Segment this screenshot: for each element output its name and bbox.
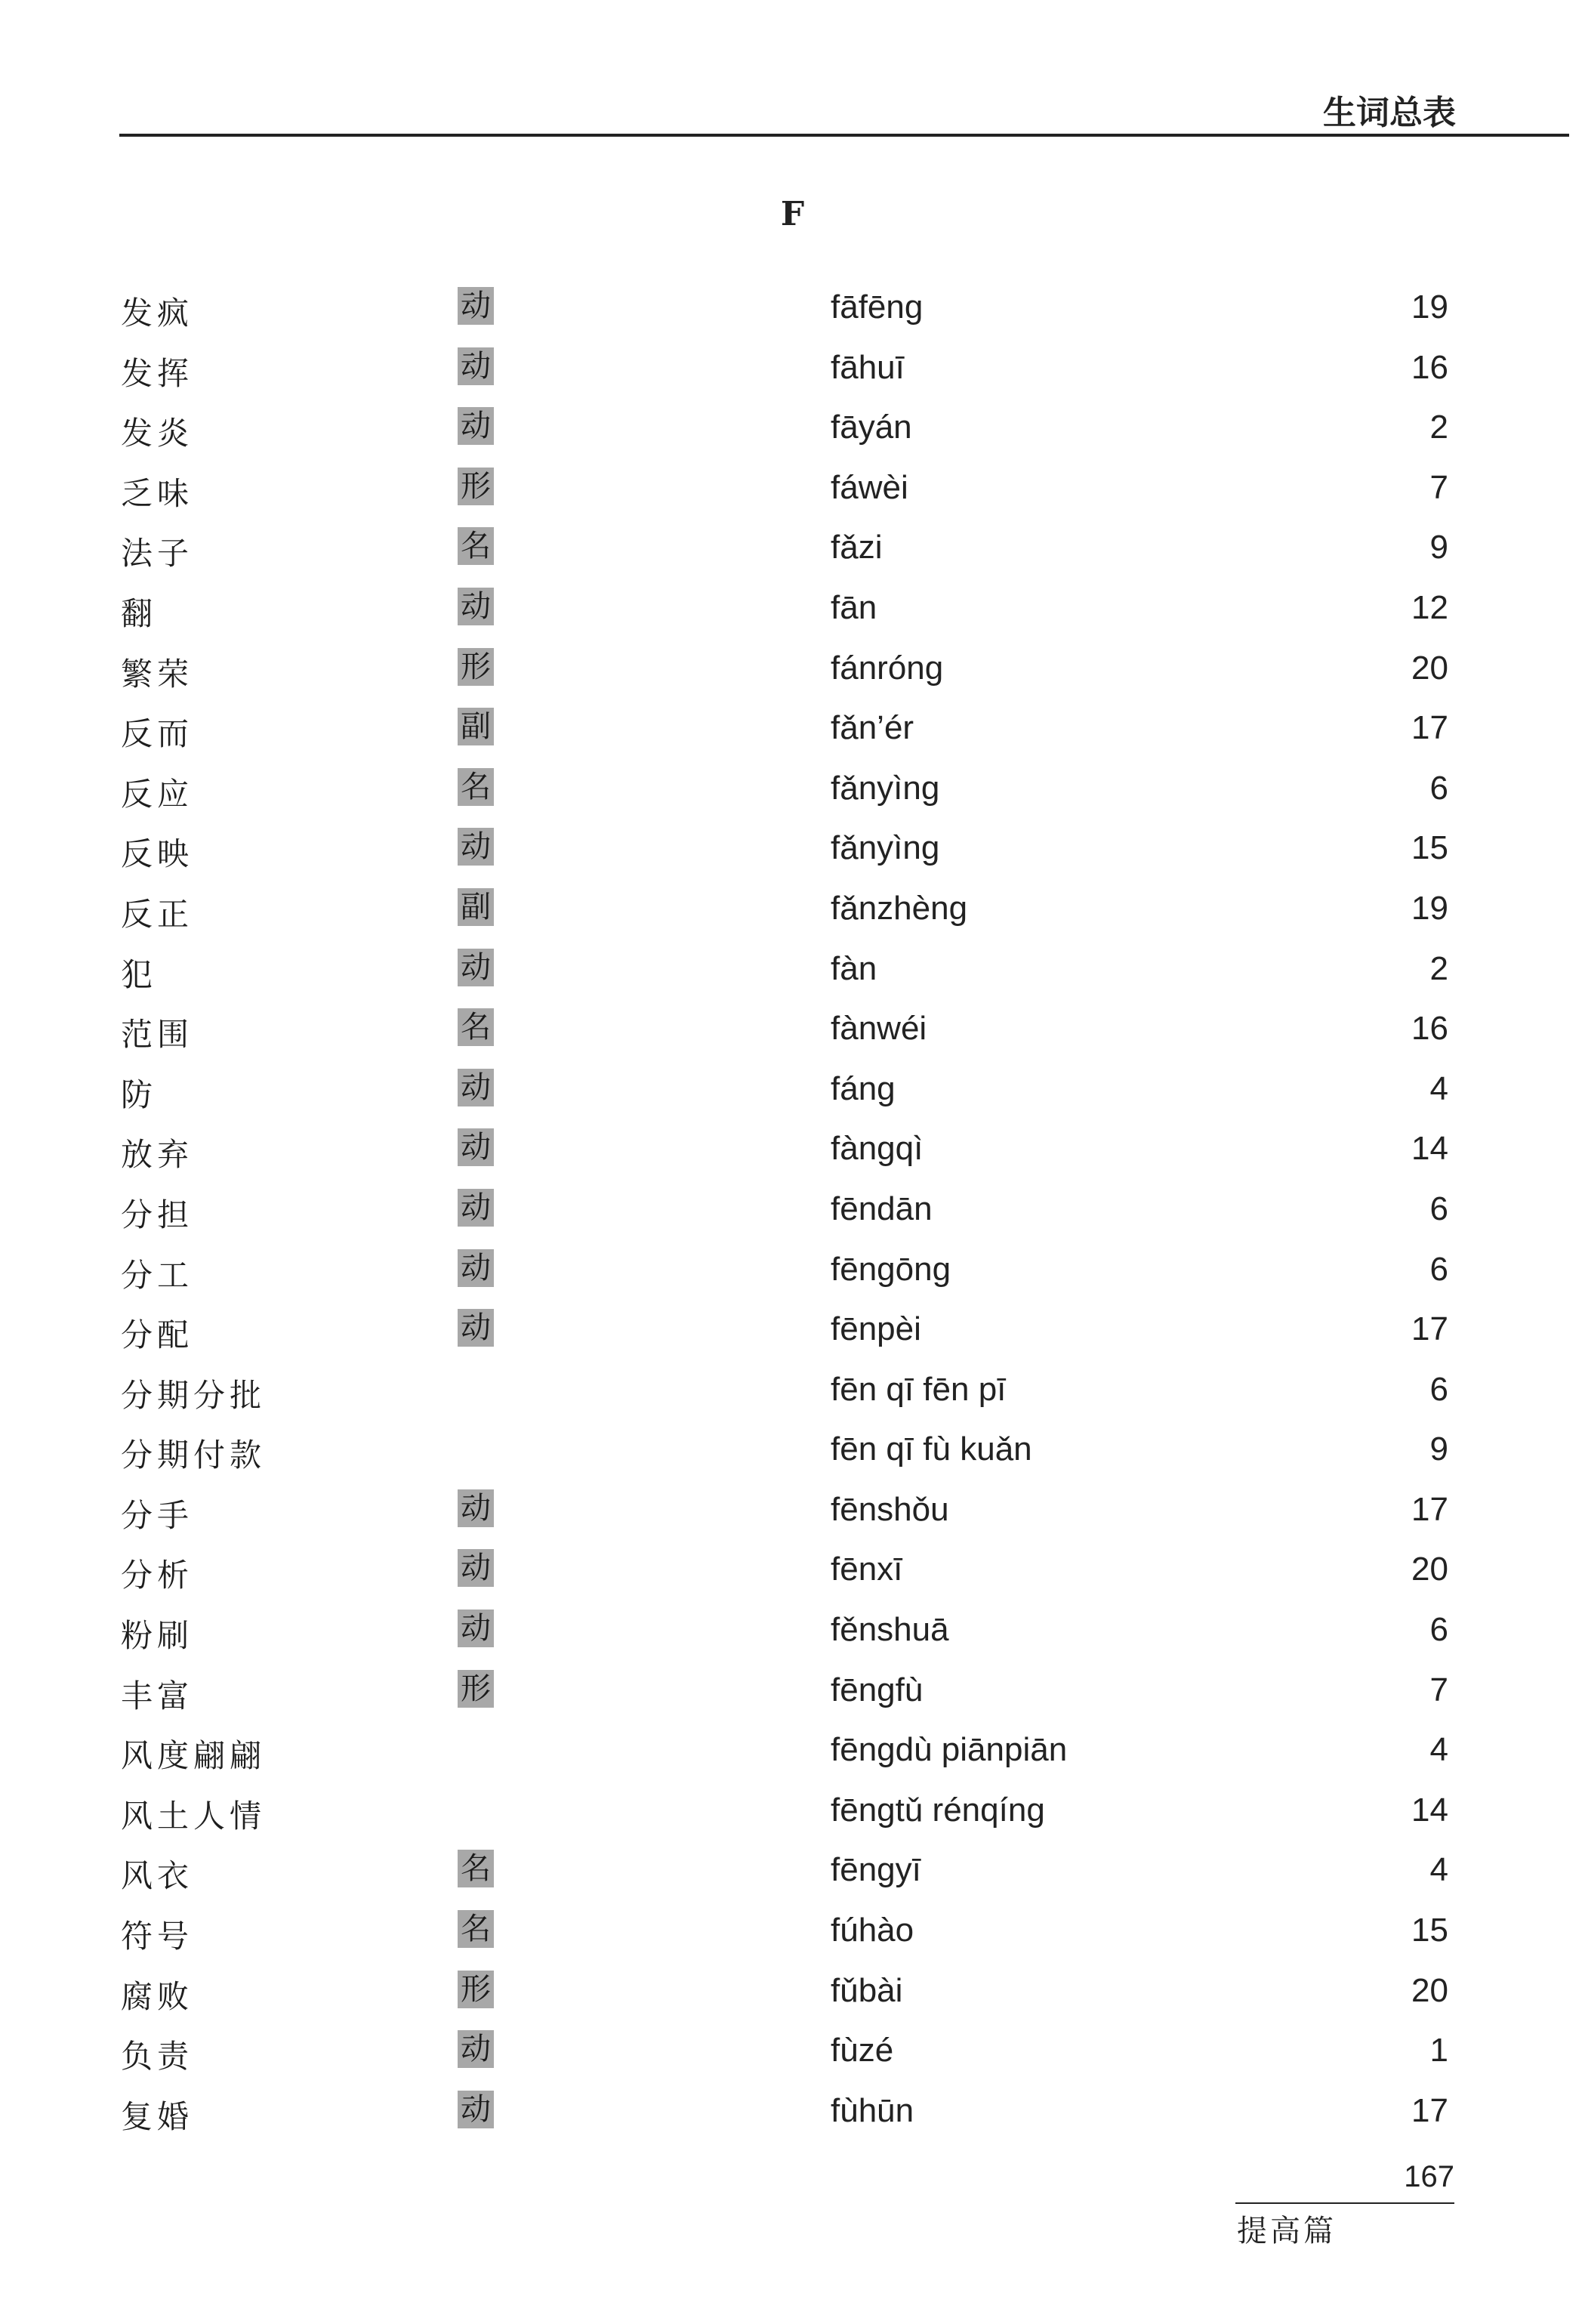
vocab-hanzi: 犯 bbox=[121, 955, 158, 993]
part-of-speech-badge: 动 bbox=[458, 588, 494, 625]
vocab-hanzi: 反而 bbox=[121, 715, 194, 753]
vocab-pinyin: fàn bbox=[831, 949, 877, 987]
vocab-hanzi: 繁荣 bbox=[121, 655, 194, 693]
vocab-lesson-number: 7 bbox=[1429, 468, 1448, 506]
vocab-hanzi: 复婚 bbox=[121, 2097, 194, 2135]
part-of-speech-badge: 动 bbox=[458, 287, 494, 325]
vocab-pinyin: fēnshǒu bbox=[831, 1490, 949, 1528]
vocab-pinyin: fùzé bbox=[831, 2032, 894, 2069]
vocab-hanzi: 分析 bbox=[121, 1557, 194, 1594]
part-of-speech-badge: 动 bbox=[458, 949, 494, 986]
vocab-pinyin: fēngyī bbox=[831, 1851, 921, 1889]
vocab-row bbox=[119, 1784, 1448, 1844]
part-of-speech-badge: 副 bbox=[458, 888, 494, 926]
vocab-lesson-number: 16 bbox=[1411, 348, 1448, 386]
vocab-row bbox=[119, 943, 1448, 1003]
vocab-row bbox=[119, 762, 1448, 823]
vocab-lesson-number: 4 bbox=[1429, 1069, 1448, 1107]
vocab-row bbox=[119, 461, 1448, 522]
vocab-hanzi: 发疯 bbox=[121, 295, 194, 332]
vocab-row bbox=[119, 1664, 1448, 1724]
vocab-row bbox=[119, 401, 1448, 461]
vocab-hanzi: 丰富 bbox=[121, 1677, 194, 1714]
vocab-pinyin: fáwèi bbox=[831, 468, 908, 506]
page-number: 167 bbox=[1404, 2160, 1454, 2193]
page-footer bbox=[1235, 2160, 1454, 2251]
part-of-speech-badge: 形 bbox=[458, 1670, 494, 1708]
vocab-hanzi: 反映 bbox=[121, 835, 194, 873]
part-of-speech-badge: 动 bbox=[458, 1309, 494, 1347]
vocab-lesson-number: 1 bbox=[1429, 2032, 1448, 2069]
vocab-pinyin: fǎzi bbox=[831, 529, 883, 566]
running-header-title: 生词总表 bbox=[1323, 94, 1456, 132]
vocab-pinyin: fēn qī fù kuǎn bbox=[831, 1431, 1032, 1468]
vocab-hanzi: 反应 bbox=[121, 775, 194, 813]
vocab-hanzi: 分期付款 bbox=[121, 1437, 267, 1474]
vocab-hanzi: 翻 bbox=[121, 594, 158, 632]
vocab-lesson-number: 15 bbox=[1411, 829, 1448, 867]
vocab-lesson-number: 9 bbox=[1429, 1431, 1448, 1468]
vocab-hanzi: 风衣 bbox=[121, 1857, 194, 1895]
vocab-pinyin: fēngdù piānpiān bbox=[831, 1731, 1068, 1769]
part-of-speech-badge: 名 bbox=[458, 1850, 494, 1887]
vocab-row bbox=[119, 1483, 1448, 1544]
part-of-speech-badge: 形 bbox=[458, 648, 494, 686]
part-of-speech-badge: 动 bbox=[458, 1549, 494, 1587]
vocab-pinyin: fǎn’ér bbox=[831, 709, 914, 747]
vocab-pinyin: fùhūn bbox=[831, 2091, 914, 2129]
vocab-lesson-number: 17 bbox=[1411, 709, 1448, 747]
vocab-pinyin: fáng bbox=[831, 1069, 896, 1107]
vocab-row bbox=[119, 1002, 1448, 1063]
part-of-speech-badge: 动 bbox=[458, 2030, 494, 2068]
vocab-pinyin: fánróng bbox=[831, 649, 944, 687]
vocab-row bbox=[119, 1543, 1448, 1603]
vocab-pinyin: fēndān bbox=[831, 1190, 933, 1227]
vocab-pinyin: fāyán bbox=[831, 409, 912, 446]
part-of-speech-badge: 形 bbox=[458, 1971, 494, 2008]
vocab-row bbox=[119, 1964, 1448, 2025]
part-of-speech-badge: 名 bbox=[458, 527, 494, 565]
vocab-row bbox=[119, 1243, 1448, 1304]
vocab-hanzi: 负责 bbox=[121, 2038, 194, 2076]
vocab-row bbox=[119, 882, 1448, 943]
vocab-row bbox=[119, 1904, 1448, 1964]
part-of-speech-badge: 动 bbox=[458, 828, 494, 866]
vocab-hanzi: 发炎 bbox=[121, 415, 194, 452]
part-of-speech-badge: 动 bbox=[458, 1489, 494, 1527]
page-header bbox=[119, 79, 1569, 140]
vocab-hanzi: 范围 bbox=[121, 1016, 194, 1054]
vocab-hanzi: 分手 bbox=[121, 1496, 194, 1534]
part-of-speech-badge: 动 bbox=[458, 1069, 494, 1106]
part-of-speech-badge: 动 bbox=[458, 407, 494, 445]
vocab-row bbox=[119, 341, 1448, 402]
vocab-pinyin: fànwéi bbox=[831, 1010, 927, 1048]
vocab-row bbox=[119, 1423, 1448, 1483]
vocab-lesson-number: 14 bbox=[1411, 1791, 1448, 1829]
vocab-hanzi: 发挥 bbox=[121, 354, 194, 392]
vocab-lesson-number: 2 bbox=[1429, 949, 1448, 987]
vocab-lesson-number: 19 bbox=[1411, 289, 1448, 326]
vocab-hanzi: 分担 bbox=[121, 1196, 194, 1233]
vocab-hanzi: 乏味 bbox=[121, 474, 194, 512]
vocab-row bbox=[119, 582, 1448, 642]
part-of-speech-badge: 动 bbox=[458, 1610, 494, 1647]
vocab-lesson-number: 6 bbox=[1429, 1250, 1448, 1288]
vocab-lesson-number: 17 bbox=[1411, 1310, 1448, 1348]
vocab-lesson-number: 6 bbox=[1429, 1190, 1448, 1227]
vocab-lesson-number: 12 bbox=[1411, 588, 1448, 626]
vocab-pinyin: fēnpèi bbox=[831, 1310, 921, 1348]
vocab-row bbox=[119, 702, 1448, 762]
vocab-hanzi: 风度翩翩 bbox=[121, 1737, 267, 1775]
vocab-row bbox=[119, 2024, 1448, 2085]
vocab-lesson-number: 4 bbox=[1429, 1731, 1448, 1769]
section-letter: F bbox=[780, 195, 805, 233]
vocab-row bbox=[119, 642, 1448, 702]
part-of-speech-badge: 名 bbox=[458, 1008, 494, 1046]
vocab-row bbox=[119, 1063, 1448, 1123]
vocab-pinyin: fǎnyìng bbox=[831, 769, 940, 807]
vocab-lesson-number: 4 bbox=[1429, 1851, 1448, 1889]
vocab-pinyin: fēngōng bbox=[831, 1250, 951, 1288]
vocab-pinyin: fǎnzhèng bbox=[831, 889, 968, 927]
vocab-lesson-number: 16 bbox=[1411, 1010, 1448, 1048]
vocab-row bbox=[119, 521, 1448, 582]
vocab-pinyin: fúhào bbox=[831, 1912, 914, 1949]
vocab-hanzi: 分期分批 bbox=[121, 1376, 267, 1414]
vocab-row bbox=[119, 1183, 1448, 1243]
vocab-pinyin: fēngtǔ rénqíng bbox=[831, 1791, 1045, 1829]
vocab-lesson-number: 20 bbox=[1411, 1551, 1448, 1588]
vocab-lesson-number: 14 bbox=[1411, 1130, 1448, 1168]
vocab-hanzi: 风土人情 bbox=[121, 1797, 267, 1835]
vocab-lesson-number: 15 bbox=[1411, 1912, 1448, 1949]
vocab-row bbox=[119, 1303, 1448, 1363]
vocab-pinyin: fǔbài bbox=[831, 1971, 903, 2009]
vocab-hanzi: 腐败 bbox=[121, 1977, 194, 2015]
vocab-pinyin: fǎnyìng bbox=[831, 829, 940, 867]
vocab-pinyin: fēnxī bbox=[831, 1551, 903, 1588]
vocab-lesson-number: 17 bbox=[1411, 2091, 1448, 2129]
part-of-speech-badge: 动 bbox=[458, 1128, 494, 1166]
vocab-pinyin: fēn qī fēn pī bbox=[831, 1370, 1007, 1408]
footer-rule bbox=[1235, 2202, 1454, 2204]
vocab-pinyin: fěnshuā bbox=[831, 1611, 949, 1649]
vocab-hanzi: 分配 bbox=[121, 1316, 194, 1354]
part-of-speech-badge: 动 bbox=[458, 2091, 494, 2128]
vocab-hanzi: 反正 bbox=[121, 895, 194, 933]
vocab-lesson-number: 20 bbox=[1411, 1971, 1448, 2009]
part-of-speech-badge: 形 bbox=[458, 468, 494, 505]
part-of-speech-badge: 名 bbox=[458, 768, 494, 806]
vocab-row bbox=[119, 281, 1448, 341]
vocab-hanzi: 粉刷 bbox=[121, 1617, 194, 1655]
vocab-row bbox=[119, 1724, 1448, 1784]
vocab-lesson-number: 20 bbox=[1411, 649, 1448, 687]
part-of-speech-badge: 动 bbox=[458, 347, 494, 385]
vocab-lesson-number: 2 bbox=[1429, 409, 1448, 446]
vocab-lesson-number: 9 bbox=[1429, 529, 1448, 566]
vocab-pinyin: fēngfù bbox=[831, 1671, 924, 1708]
vocab-lesson-number: 19 bbox=[1411, 889, 1448, 927]
vocab-row bbox=[119, 1363, 1448, 1424]
vocab-pinyin: fāfēng bbox=[831, 289, 924, 326]
vocab-lesson-number: 17 bbox=[1411, 1490, 1448, 1528]
vocab-hanzi: 分工 bbox=[121, 1256, 194, 1294]
part-of-speech-badge: 动 bbox=[458, 1189, 494, 1227]
vocab-row bbox=[119, 1603, 1448, 1664]
part-of-speech-badge: 名 bbox=[458, 1910, 494, 1948]
part-of-speech-badge: 动 bbox=[458, 1249, 494, 1287]
part-of-speech-badge: 副 bbox=[458, 708, 494, 745]
vocab-lesson-number: 7 bbox=[1429, 1671, 1448, 1708]
vocab-pinyin: fāhuī bbox=[831, 348, 905, 386]
vocab-row bbox=[119, 1844, 1448, 1904]
vocab-row bbox=[119, 2085, 1448, 2145]
vocab-hanzi: 防 bbox=[121, 1076, 158, 1113]
vocab-pinyin: fàngqì bbox=[831, 1130, 924, 1168]
vocab-row bbox=[119, 822, 1448, 882]
header-rule bbox=[119, 134, 1569, 137]
vocab-row bbox=[119, 1122, 1448, 1183]
vocab-hanzi: 放弃 bbox=[121, 1136, 194, 1174]
book-title: 提高篇 bbox=[1237, 2214, 1337, 2248]
vocab-hanzi: 法子 bbox=[121, 535, 194, 573]
vocab-hanzi: 符号 bbox=[121, 1918, 194, 1955]
vocabulary-list bbox=[119, 281, 1448, 2144]
vocab-lesson-number: 6 bbox=[1429, 769, 1448, 807]
vocab-lesson-number: 6 bbox=[1429, 1611, 1448, 1649]
vocab-pinyin: fān bbox=[831, 588, 877, 626]
vocab-lesson-number: 6 bbox=[1429, 1370, 1448, 1408]
